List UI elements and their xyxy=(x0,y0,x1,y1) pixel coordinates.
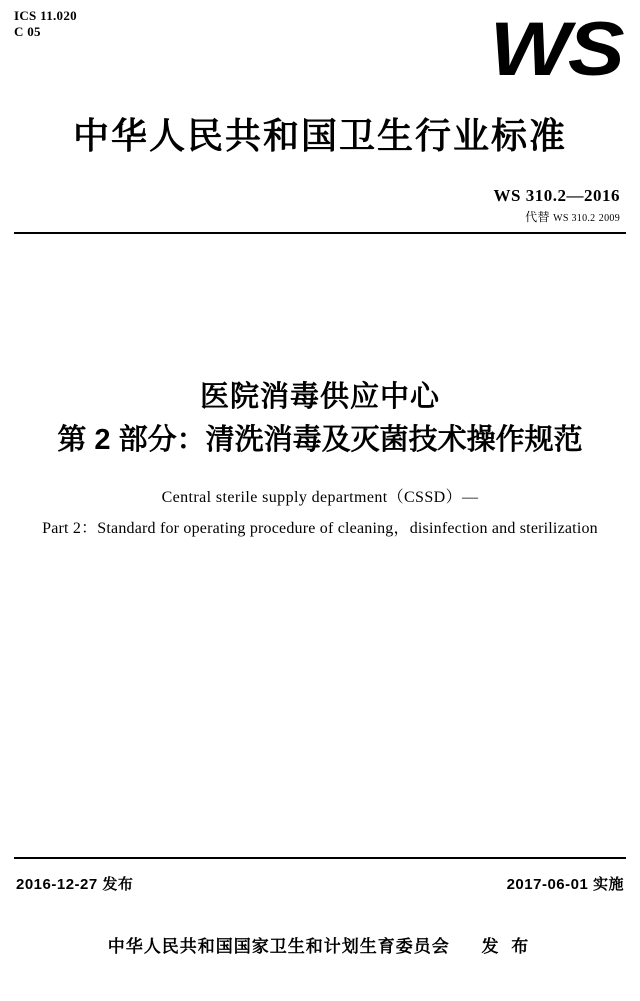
ws-logo: WS xyxy=(489,7,622,92)
issuer-name: 中华人民共和国国家卫生和计划生育委员会 xyxy=(107,937,450,956)
replaces-year: 2009 xyxy=(598,213,620,224)
ics-code: ICS 11.020 xyxy=(14,8,77,23)
issuer-row xyxy=(0,932,640,957)
divider-top xyxy=(14,232,626,234)
replaces-label: 代替 xyxy=(525,210,550,224)
issue-date: 2016-12-27 发布 xyxy=(16,876,134,893)
effective-date: 2017-06-01 实施 xyxy=(506,876,624,893)
title-cn-line1: 医院消毒供应中心 xyxy=(199,381,440,413)
ccs-code: C 05 xyxy=(14,24,41,40)
title-block xyxy=(0,378,640,538)
title-en-line2: Part 2：Standard for operating procedure of cleaning，disinfection and sterilization xyxy=(42,520,598,538)
replaces-number: WS 310.2 xyxy=(553,213,596,224)
publish-label: 发 布 xyxy=(481,937,533,956)
title-en-line1: Central sterile supply department（CSSD）— xyxy=(161,489,479,507)
series-title: 中华人民共和国卫生行业标准 xyxy=(72,115,567,156)
replaces-line xyxy=(494,208,620,225)
divider-bottom xyxy=(14,857,626,859)
ics-classification-block xyxy=(14,8,77,41)
date-row xyxy=(16,873,624,894)
standard-number-block xyxy=(494,186,620,225)
title-cn-line2: 第 2 部分：清洗消毒及灭菌技术操作规范 xyxy=(57,424,583,457)
standard-number: WS 310.2—2016 xyxy=(493,186,620,205)
